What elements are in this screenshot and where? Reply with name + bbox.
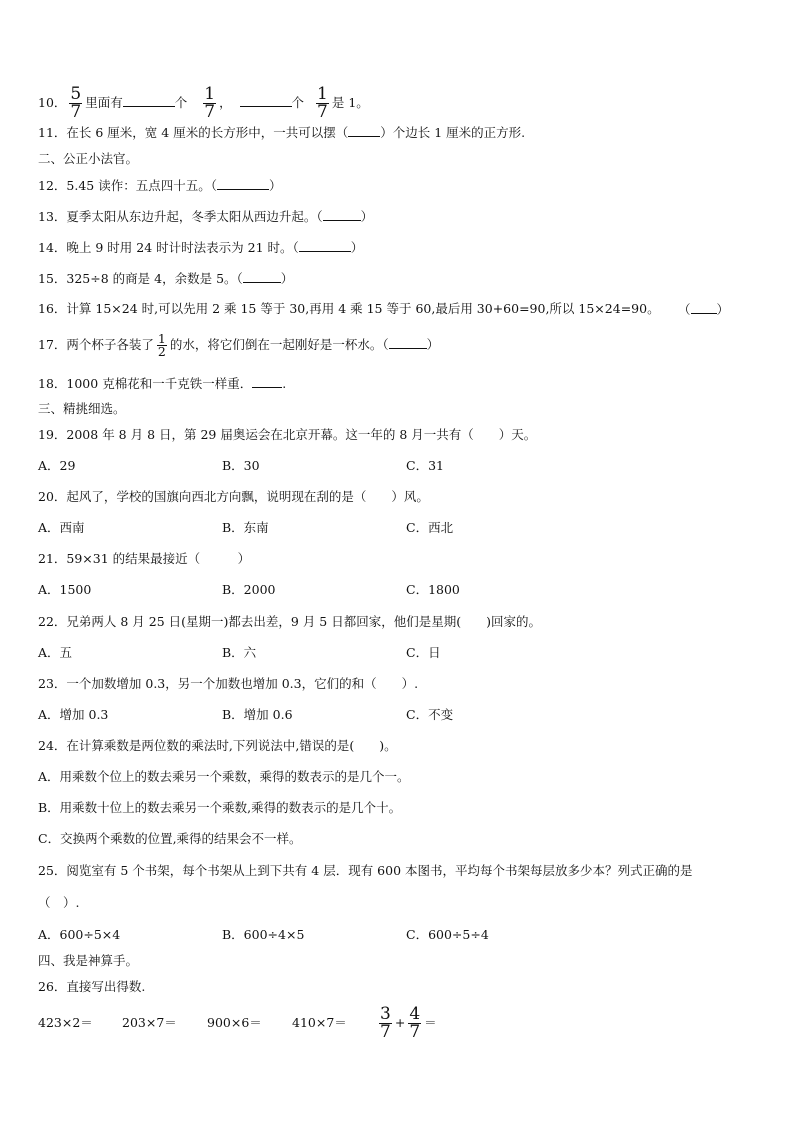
question-10: 10． $\frac{5}{7}$ 里面有 个 $\frac{1}{7}$ ， 个 $\frac{1}{7}$ 是 1。 [38, 84, 369, 122]
option-b[interactable]: B．600÷4×5 [222, 927, 305, 942]
question-14: 14．晚上 9 时用 24 时计时法表示为 21 时。（ ） [38, 240, 364, 255]
expression: 203×7＝ [122, 1015, 177, 1030]
option-a[interactable]: A．五 [38, 645, 73, 660]
option-c[interactable]: C．日 [406, 645, 441, 660]
question-number: 10． [38, 95, 67, 110]
question-13: 13．夏季太阳从东边升起，冬季太阳从西边升起。（ ） [38, 209, 374, 224]
fraction: $\frac{1}{7}$ [317, 84, 328, 122]
option-b[interactable]: B．六 [222, 645, 257, 660]
question-24: 24．在计算乘数是两位数的乘法时,下列说法中,错误的是( )。 [38, 738, 397, 753]
answer-blank[interactable] [243, 270, 281, 283]
option-a[interactable]: A．1500 [38, 582, 92, 597]
option-b[interactable]: B．2000 [222, 582, 276, 597]
question-17: 17．两个杯子各装了 $\frac{1}{2}$ 的水，将它们倒在一起刚好是一杯水。（ ） [38, 330, 440, 359]
section-heading: 二、公正小法官。 [38, 151, 139, 166]
question-16-answer: （ ） [678, 302, 730, 317]
answer-blank[interactable] [123, 94, 175, 107]
section-heading: 四、我是神算手。 [38, 953, 139, 968]
option-c[interactable]: C．1800 [406, 582, 460, 597]
question-18: 18．1000 克棉花和一千克铁一样重． . [38, 376, 287, 391]
question-19: 19．2008 年 8 月 8 日，第 29 届奥运会在北京开幕。这一年的 8 月一共有（ ）天。 [38, 427, 537, 442]
fraction: $\frac{4}{7}$ [409, 1004, 421, 1042]
option-c[interactable]: C．不变 [406, 707, 454, 722]
answer-blank[interactable] [348, 124, 380, 137]
option-b[interactable]: B．30 [222, 458, 260, 473]
question-25-cont: （ ）. [38, 895, 80, 910]
fraction: $\frac{1}{7}$ [204, 84, 216, 122]
question-21: 21．59×31 的结果最接近（ ） [38, 551, 251, 566]
section-heading: 三、精挑细选。 [38, 401, 126, 416]
answer-blank[interactable] [217, 177, 269, 190]
question-23: 23．一个加数增加 0.3，另一个加数也增加 0.3，它们的和（ ）. [38, 676, 419, 691]
answer-blank[interactable] [299, 239, 351, 252]
answer-blank[interactable] [691, 301, 717, 314]
option-b[interactable]: B．增加 0.6 [222, 707, 293, 722]
question-22: 22．兄弟两人 8 月 25 日(星期一)都去出差，9 月 5 日都回家，他们是星期( )回家的。 [38, 614, 541, 629]
fraction: $\frac{3}{7}$ [380, 1004, 391, 1042]
expression: 410×7＝ [292, 1015, 347, 1030]
fraction: $\frac{1}{2}$ [157, 330, 166, 359]
option-c[interactable]: C．600÷5÷4 [406, 927, 489, 942]
answer-blank[interactable] [389, 336, 427, 349]
fraction: $\frac{5}{7}$ [70, 84, 82, 122]
option-a[interactable]: A．29 [38, 458, 76, 473]
option-c[interactable]: C．交换两个乘数的位置,乘得的结果会不一样。 [38, 831, 302, 846]
expression: 900×6＝ [207, 1015, 262, 1030]
answer-blank[interactable] [252, 375, 282, 388]
question-26: 26．直接写出得数. [38, 979, 146, 994]
expression: 423×2＝ [38, 1015, 93, 1030]
option-b[interactable]: B．东南 [222, 520, 269, 535]
option-c[interactable]: C．西北 [406, 520, 454, 535]
option-a[interactable]: A．西南 [38, 520, 85, 535]
answer-blank[interactable] [323, 208, 361, 221]
question-12: 12．5.45 读作：五点四十五。（ ） [38, 178, 282, 193]
option-c[interactable]: C．31 [406, 458, 444, 473]
option-a[interactable]: A．用乘数个位上的数去乘另一个乘数，乘得的数表示的是几个一。 [38, 769, 410, 784]
answer-blank[interactable] [240, 94, 292, 107]
question-25: 25．阅览室有 5 个书架，每个书架从上到下共有 4 层．现有 600 本图书，平均每个书架每层放多少本？列式正确的是 [38, 863, 693, 878]
question-11: 11．在长 6 厘米，宽 4 厘米的长方形中，一共可以摆（ ）个边长 1 厘米的正方形. [38, 125, 526, 140]
option-b[interactable]: B．用乘数十位上的数去乘另一个乘数,乘得的数表示的是几个十。 [38, 800, 402, 815]
question-15: 15．325÷8 的商是 4，余数是 5。（ ） [38, 271, 294, 286]
fraction-expression: $\frac{3}{7}$ + $\frac{4}{7}$ ＝ [380, 1004, 437, 1042]
option-a[interactable]: A．600÷5×4 [38, 927, 121, 942]
question-16: 16．计算 15×24 时,可以先用 2 乘 15 等于 30,再用 4 乘 15 等于 60,最后用 30+60=90,所以 15×24=90。 [38, 301, 660, 316]
option-a[interactable]: A．增加 0.3 [38, 707, 109, 722]
question-20: 20．起风了，学校的国旗向西北方向飘，说明现在刮的是（ ）风。 [38, 489, 429, 504]
